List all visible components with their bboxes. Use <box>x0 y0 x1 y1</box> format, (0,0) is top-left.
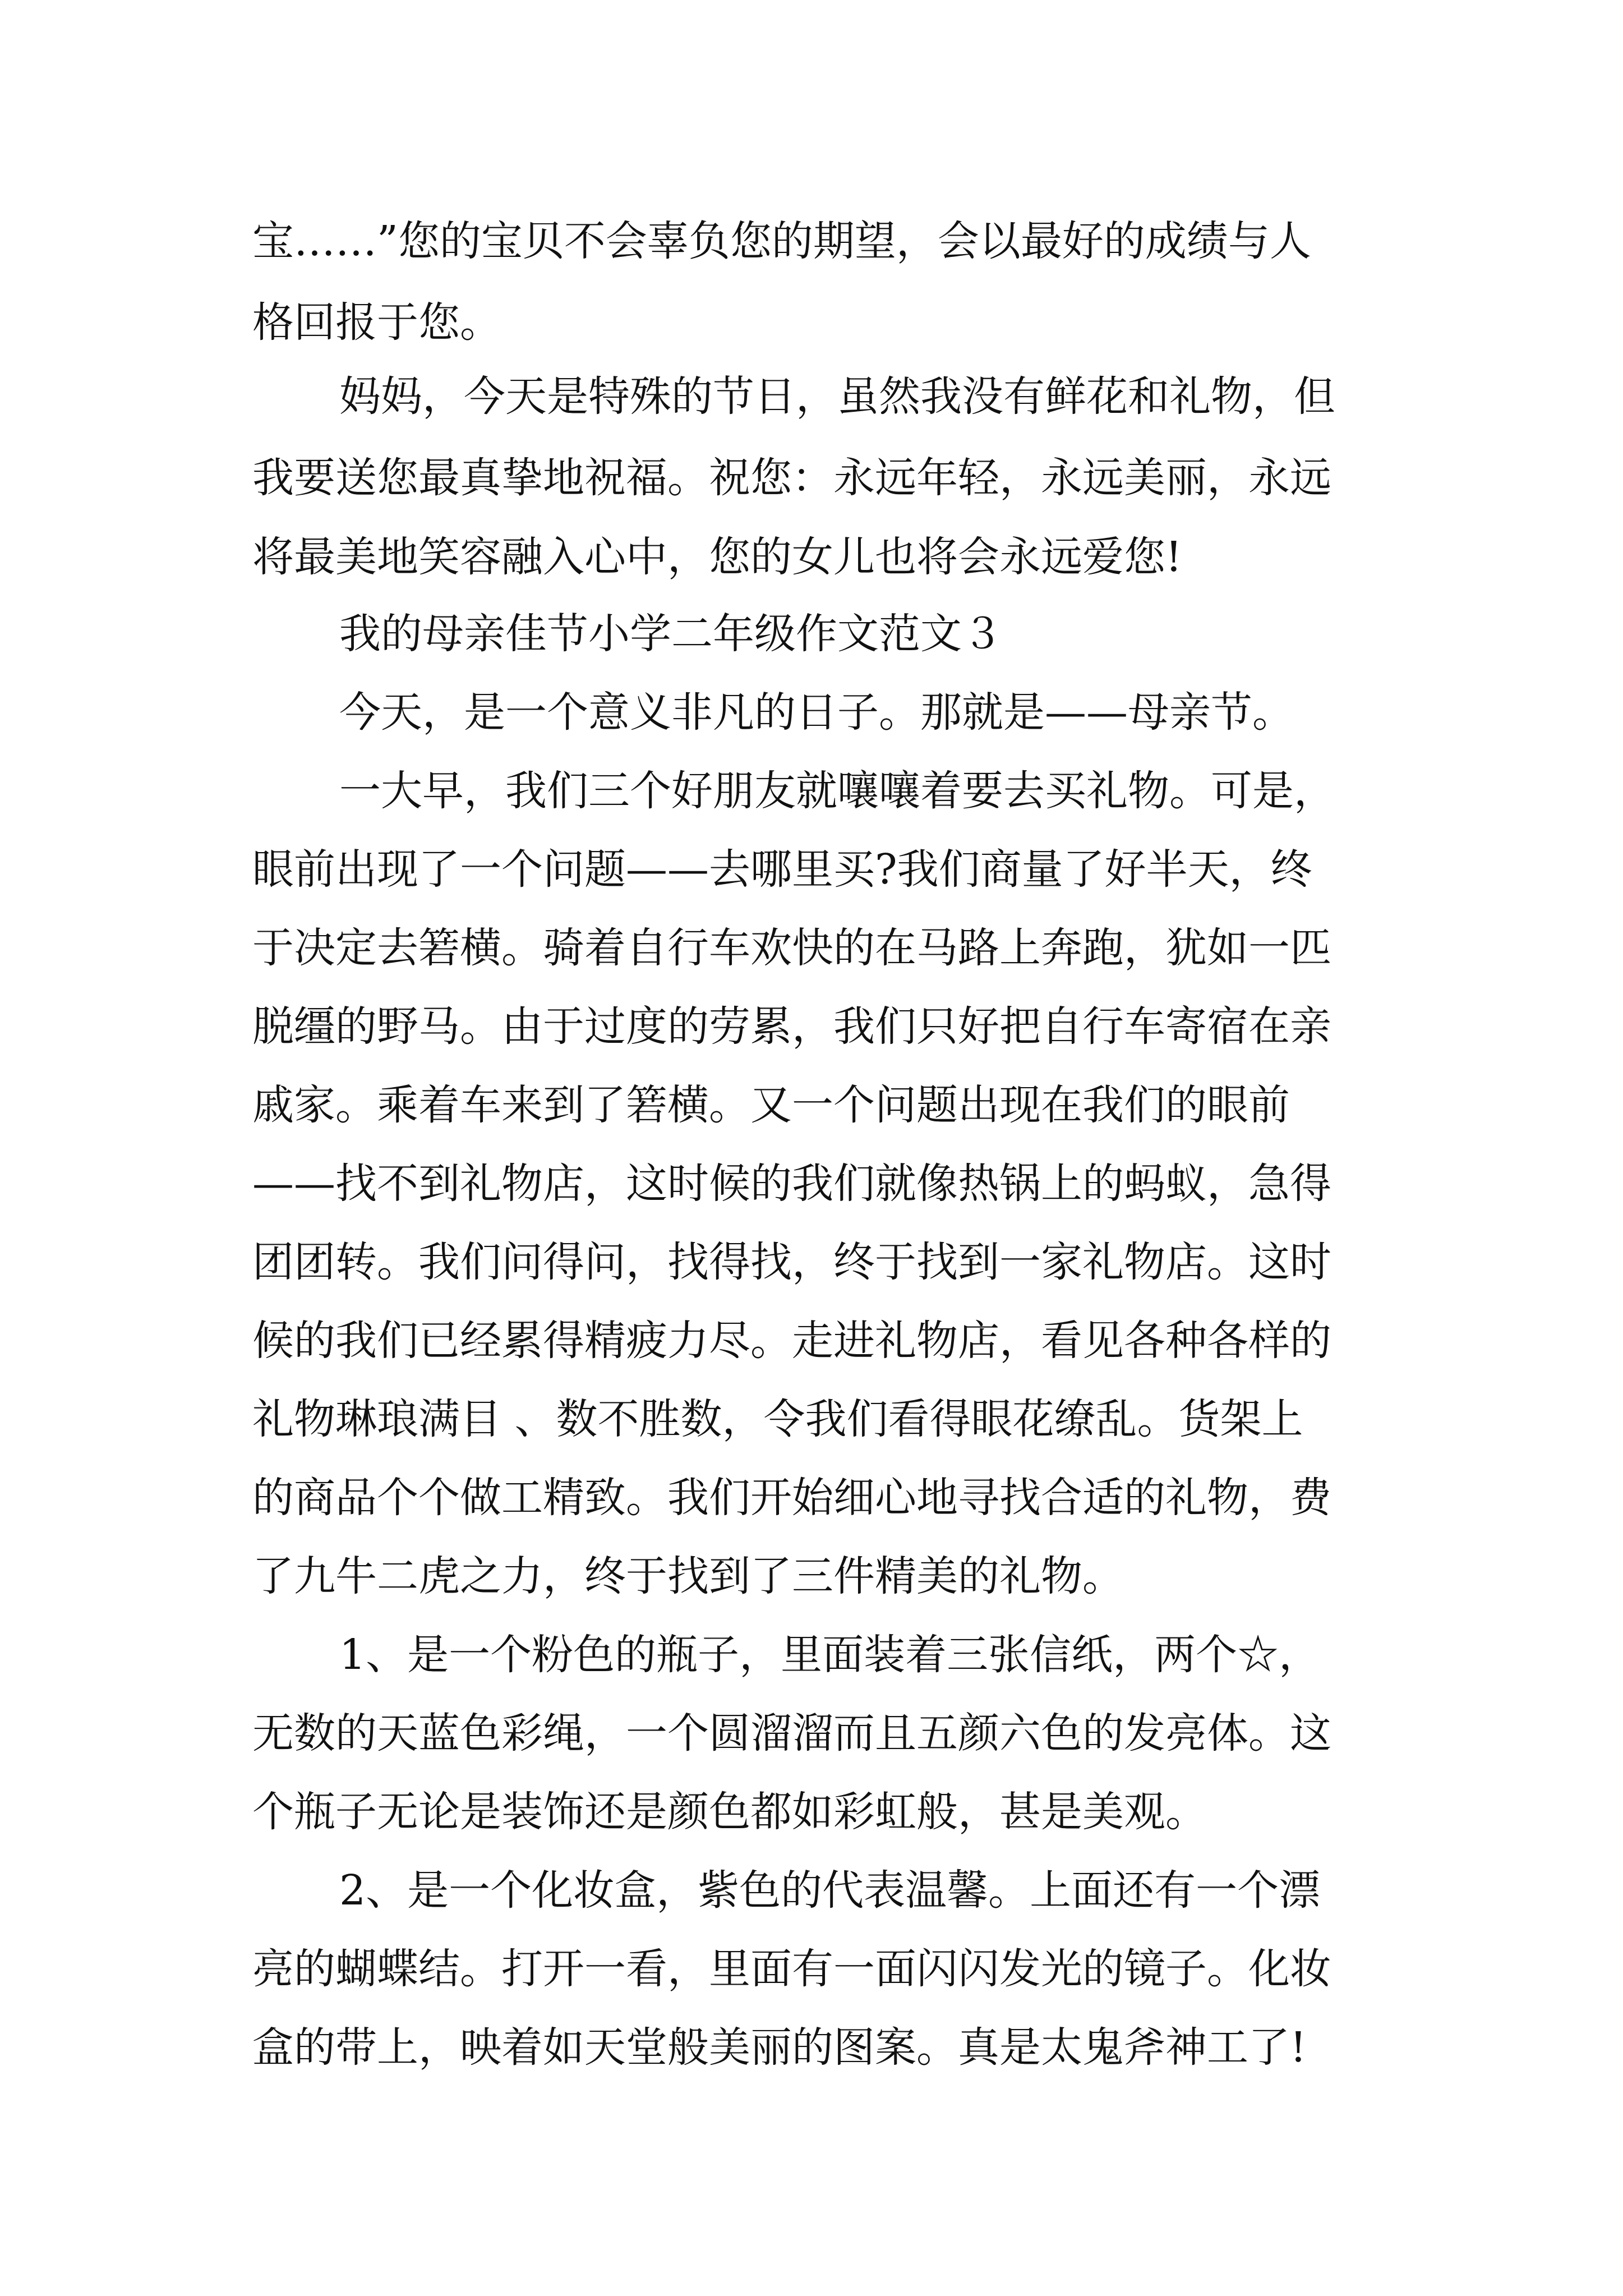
text-line: 盒的带上，映着如天堂般美丽的图案。真是太鬼斧神工了! <box>252 2023 1307 2072</box>
text-line: 将最美地笑容融入心中，您的女儿也将会永远爱您! <box>252 533 1182 581</box>
text-line: 亮的蝴蝶结。打开一看，里面有一面闪闪发光的镜子。化妆 <box>252 1945 1331 1993</box>
text-line: 了九牛二虎之力，终于找到了三件精美的礼物。 <box>252 1552 1124 1600</box>
list-item-line: 2、是一个化妆盒，紫色的代表温馨。上面还有一个漂 <box>339 1866 1321 1915</box>
section-title: 我的母亲佳节小学二年级作文范文３ <box>339 610 1003 658</box>
paragraph-start-line: 妈妈，今天是特殊的节日，虽然我没有鲜花和礼物，但 <box>339 372 1335 421</box>
text-line: 眼前出现了一个问题——去哪里买?我们商量了好半天，终 <box>252 845 1312 894</box>
text-line: 的商品个个做工精致。我们开始细心地寻找合适的礼物，费 <box>252 1474 1331 1522</box>
text-line: 格回报于您。 <box>252 298 501 347</box>
list-item-line: 1、是一个粉色的瓶子，里面装着三张信纸，两个☆， <box>339 1631 1321 1679</box>
text-line: 团团转。我们问得问，找得找，终于找到一家礼物店。这时 <box>252 1238 1331 1286</box>
text-line: 礼物琳琅满目 、数不胜数，令我们看得眼花缭乱。货架上 <box>252 1395 1303 1443</box>
text-line: 于决定去箬横。骑着自行车欢快的在马路上奔跑，犹如一匹 <box>252 924 1331 972</box>
text-line: 无数的天蓝色彩绳，一个圆溜溜而且五颜六色的发亮体。这 <box>252 1709 1331 1757</box>
text-line: 宝……”您的宝贝不会辜负您的期望，会以最好的成绩与人 <box>252 217 1311 265</box>
text-line: 我要送您最真挚地祝福。祝您：永远年轻，永远美丽，永远 <box>252 454 1331 502</box>
paragraph-start-line: 今天，是一个意义非凡的日子。那就是——母亲节。 <box>339 688 1294 737</box>
text-line: 候的我们已经累得精疲力尽。走进礼物店，看见各种各样的 <box>252 1317 1331 1365</box>
text-line: 脱缰的野马。由于过度的劳累，我们只好把自行车寄宿在亲 <box>252 1002 1331 1051</box>
text-line: 戚家。乘着车来到了箬横。又一个问题出现在我们的眼前 <box>252 1081 1290 1129</box>
paragraph-start-line: 一大早，我们三个好朋友就嚷嚷着要去买礼物。可是， <box>339 767 1335 815</box>
text-line: ——找不到礼物店，这时候的我们就像热锅上的蚂蚁，急得 <box>252 1159 1331 1208</box>
text-line: 个瓶子无论是装饰还是颜色都如彩虹般，甚是美观。 <box>252 1788 1207 1836</box>
